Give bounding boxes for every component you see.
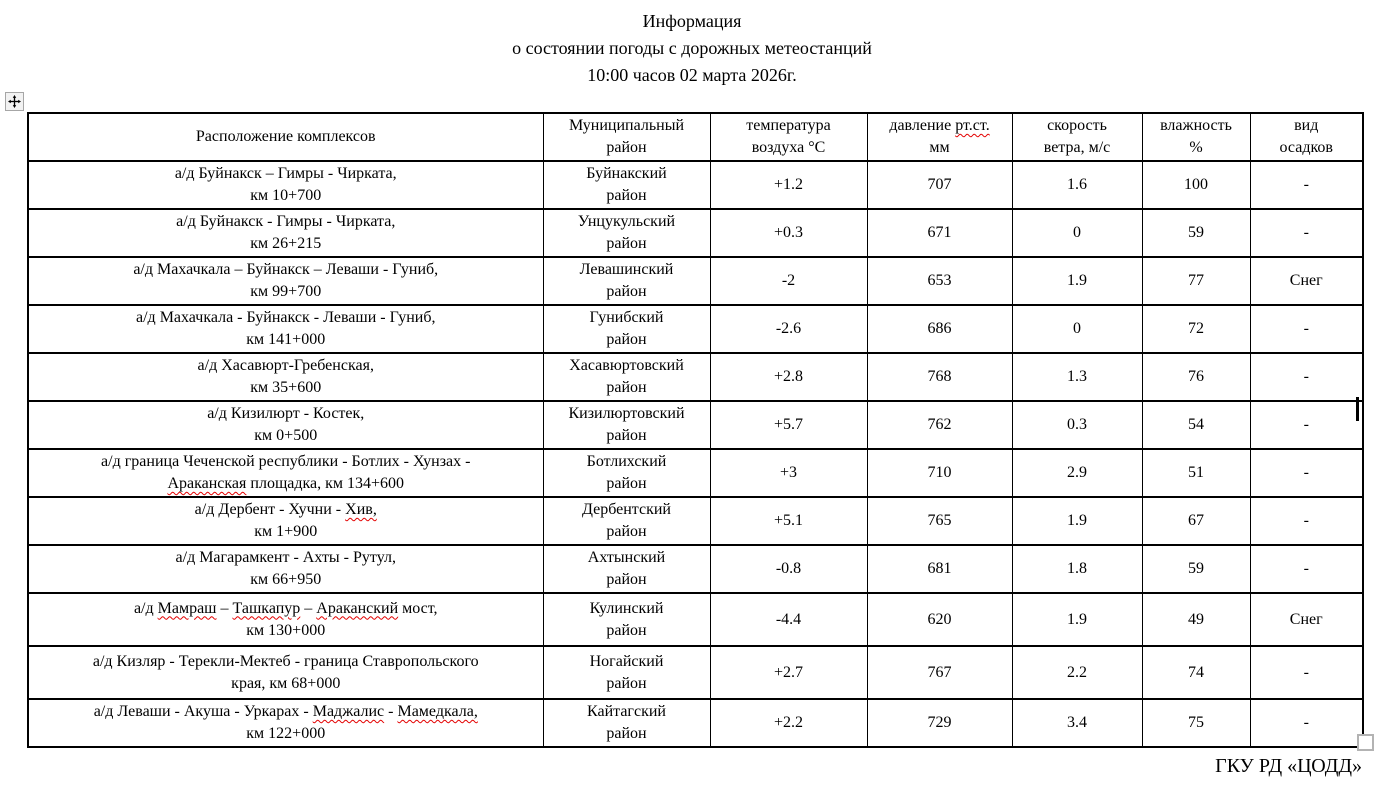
location-cell — [28, 401, 543, 449]
column-header-district — [543, 113, 710, 161]
text-segment: - — [384, 703, 398, 720]
text-segment: Ботлихский — [586, 453, 667, 470]
text-cursor — [1356, 397, 1359, 421]
temperature-cell: +0.3 — [710, 209, 867, 257]
temperature-cell: +2.7 — [710, 646, 867, 699]
precipitation-cell: - — [1250, 699, 1363, 747]
humidity-cell: 54 — [1142, 401, 1250, 449]
move-cross-icon — [8, 95, 21, 108]
title-line-3: 10:00 часов 02 марта 2026г. — [587, 65, 797, 85]
humidity-cell: 100 — [1142, 161, 1250, 209]
text-segment: район — [606, 475, 647, 492]
text-segment: Дербентский — [582, 501, 671, 518]
text-segment: мост, — [398, 599, 438, 617]
text-segment: температура — [746, 117, 831, 134]
temperature-cell: +2.2 — [710, 699, 867, 747]
misspelled-text: Араканская — [167, 475, 247, 492]
signature: ГКУ РД «ЦОДД» — [1215, 755, 1362, 777]
misspelled-text: Ташкапур — [232, 599, 301, 617]
page-title — [0, 8, 1384, 89]
pressure-cell: 681 — [867, 545, 1012, 593]
column-header-humidity — [1142, 113, 1250, 161]
text-segment: а/д Леваши - Акуша - Уркарах - — [93, 703, 313, 720]
text-segment: площадка, км 134+600 — [246, 475, 405, 492]
wind-speed-cell: 3.4 — [1012, 699, 1142, 747]
table-row — [28, 257, 1363, 305]
humidity-cell: 76 — [1142, 353, 1250, 401]
text-segment: влажность — [1160, 117, 1232, 134]
location-cell — [28, 305, 543, 353]
misspelled-text: Хив, — [345, 501, 377, 518]
text-segment: Ахтынский — [587, 549, 666, 566]
text-segment: а/д Дербент - Хучни - — [194, 501, 346, 518]
temperature-cell: -2.6 — [710, 305, 867, 353]
table-row — [28, 401, 1363, 449]
humidity-cell: 75 — [1142, 699, 1250, 747]
temperature-cell: +1.2 — [710, 161, 867, 209]
humidity-cell: 77 — [1142, 257, 1250, 305]
wind-speed-cell: 2.2 — [1012, 646, 1142, 699]
district-cell — [543, 449, 710, 497]
misspelled-text: рт.ст. — [955, 117, 990, 134]
wind-speed-cell: 1.8 — [1012, 545, 1142, 593]
column-header-location — [28, 113, 543, 161]
pressure-cell: 686 — [867, 305, 1012, 353]
precipitation-cell: - — [1250, 353, 1363, 401]
wind-speed-cell: 1.3 — [1012, 353, 1142, 401]
text-segment: а/д Хасавюрт-Гребенская, — [197, 357, 374, 374]
pressure-cell: 653 — [867, 257, 1012, 305]
location-cell — [28, 257, 543, 305]
text-segment: км 141+000 — [246, 331, 326, 348]
text-segment: Унцукульский — [577, 213, 676, 230]
location-cell — [28, 545, 543, 593]
text-segment: Кулинский — [589, 599, 664, 617]
temperature-cell: +2.8 — [710, 353, 867, 401]
text-segment: район — [606, 379, 647, 396]
text-segment: район — [606, 674, 647, 692]
pressure-cell: 671 — [867, 209, 1012, 257]
pressure-cell: 762 — [867, 401, 1012, 449]
precipitation-cell: - — [1250, 449, 1363, 497]
text-segment: Гунибский — [589, 309, 664, 326]
location-cell — [28, 593, 543, 646]
table-row — [28, 353, 1363, 401]
misspelled-text: Мамраш — [157, 599, 217, 617]
text-segment: район — [606, 621, 647, 639]
text-segment: а/д Кизляр - Терекли-Мектеб - граница Ставропольского — [92, 652, 479, 670]
text-segment: км 122+000 — [246, 725, 326, 742]
table-row — [28, 449, 1363, 497]
humidity-cell: 59 — [1142, 209, 1250, 257]
wind-speed-cell: 1.9 — [1012, 497, 1142, 545]
temperature-cell: +5.7 — [710, 401, 867, 449]
text-segment: км 99+700 — [250, 283, 322, 300]
table-row — [28, 699, 1363, 747]
table-row — [28, 497, 1363, 545]
precipitation-cell: - — [1250, 161, 1363, 209]
precipitation-cell: - — [1250, 401, 1363, 449]
table-row — [28, 593, 1363, 646]
table-row — [28, 161, 1363, 209]
text-segment: км 26+215 — [250, 235, 322, 252]
temperature-cell: +5.1 — [710, 497, 867, 545]
precipitation-cell: - — [1250, 209, 1363, 257]
location-cell — [28, 646, 543, 699]
temperature-cell: -4.4 — [710, 593, 867, 646]
district-cell — [543, 257, 710, 305]
pressure-cell: 767 — [867, 646, 1012, 699]
text-segment: Буйнакский — [586, 165, 667, 182]
text-segment: район — [606, 523, 647, 540]
text-segment: – — [300, 599, 317, 617]
text-segment: мм — [929, 139, 950, 156]
table-move-handle[interactable] — [5, 92, 24, 111]
district-cell — [543, 646, 710, 699]
humidity-cell: 72 — [1142, 305, 1250, 353]
text-segment: Хасавюртовский — [569, 357, 684, 374]
temperature-cell: +3 — [710, 449, 867, 497]
text-segment: км 10+700 — [250, 187, 322, 204]
text-segment: Левашинский — [579, 261, 674, 278]
text-segment: скорость — [1047, 117, 1107, 134]
humidity-cell: 51 — [1142, 449, 1250, 497]
text-segment: вид — [1294, 117, 1319, 134]
text-segment: а/д Магарамкент - Ахты - Рутул, — [175, 549, 396, 566]
location-cell — [28, 209, 543, 257]
text-segment: а/д — [133, 599, 158, 617]
text-segment: район — [606, 283, 647, 300]
text-segment: а/д Махачкала – Буйнакск – Леваши - Гуниб, — [133, 261, 439, 278]
table-row — [28, 545, 1363, 593]
text-segment: км 0+500 — [254, 427, 318, 444]
text-segment: км 35+600 — [250, 379, 322, 396]
district-cell — [543, 353, 710, 401]
text-segment: район — [606, 139, 647, 156]
column-header-wind_speed — [1012, 113, 1142, 161]
district-cell — [543, 161, 710, 209]
text-segment: Кайтагский — [587, 703, 666, 720]
column-header-precipitation — [1250, 113, 1363, 161]
location-cell — [28, 449, 543, 497]
misspelled-text: Маджалис — [312, 703, 385, 720]
table-resize-handle[interactable] — [1357, 734, 1374, 751]
wind-speed-cell: 0.3 — [1012, 401, 1142, 449]
text-segment: Муниципальный — [568, 117, 685, 134]
wind-speed-cell: 0 — [1012, 209, 1142, 257]
district-cell — [543, 593, 710, 646]
pressure-cell: 707 — [867, 161, 1012, 209]
temperature-cell: -2 — [710, 257, 867, 305]
column-header-temperature — [710, 113, 867, 161]
misspelled-text: Араканский — [316, 599, 399, 617]
text-segment: а/д Буйнакск - Гимры - Чирката, — [176, 213, 396, 230]
title-line-2: о состоянии погоды с дорожных метеостанций — [512, 38, 872, 58]
wind-speed-cell: 1.9 — [1012, 593, 1142, 646]
text-segment: Расположение комплексов — [195, 128, 376, 145]
table-row — [28, 305, 1363, 353]
humidity-cell: 74 — [1142, 646, 1250, 699]
text-segment: район — [606, 571, 647, 588]
weather-table — [27, 112, 1364, 748]
wind-speed-cell: 1.6 — [1012, 161, 1142, 209]
precipitation-cell: Снег — [1250, 593, 1363, 646]
district-cell — [543, 545, 710, 593]
precipitation-cell: - — [1250, 646, 1363, 699]
text-segment: осадков — [1279, 139, 1333, 156]
text-segment: район — [606, 725, 647, 742]
text-segment: а/д граница Чеченской республики - Ботлих - Хунзах - — [101, 453, 471, 470]
text-segment: воздуха °С — [751, 139, 826, 156]
humidity-cell: 59 — [1142, 545, 1250, 593]
wind-speed-cell: 2.9 — [1012, 449, 1142, 497]
district-cell — [543, 305, 710, 353]
precipitation-cell: - — [1250, 545, 1363, 593]
misspelled-text: Мамедкала, — [397, 703, 478, 720]
district-cell — [543, 401, 710, 449]
text-segment: Ногайский — [589, 652, 664, 670]
pressure-cell: 765 — [867, 497, 1012, 545]
title-line-1: Информация — [642, 11, 742, 31]
location-cell — [28, 161, 543, 209]
table-row — [28, 646, 1363, 699]
table-row — [28, 209, 1363, 257]
text-segment: Кизилюртовский — [568, 405, 685, 422]
text-segment: а/д Махачкала - Буйнакск - Леваши - Гуниб, — [136, 309, 436, 326]
pressure-cell: 768 — [867, 353, 1012, 401]
column-header-pressure — [867, 113, 1012, 161]
precipitation-cell: - — [1250, 305, 1363, 353]
district-cell — [543, 497, 710, 545]
text-segment: км 130+000 — [246, 621, 326, 639]
location-cell — [28, 353, 543, 401]
text-segment: район — [606, 331, 647, 348]
text-segment: ветра, м/с — [1043, 139, 1111, 156]
text-segment: – — [216, 599, 233, 617]
location-cell — [28, 699, 543, 747]
wind-speed-cell: 1.9 — [1012, 257, 1142, 305]
humidity-cell: 49 — [1142, 593, 1250, 646]
wind-speed-cell: 0 — [1012, 305, 1142, 353]
district-cell — [543, 699, 710, 747]
text-segment: район — [606, 427, 647, 444]
pressure-cell: 710 — [867, 449, 1012, 497]
text-segment: давление — [889, 117, 956, 134]
pressure-cell: 729 — [867, 699, 1012, 747]
text-segment: а/д Буйнакск – Гимры - Чирката, — [174, 165, 397, 182]
text-segment: км 1+900 — [254, 523, 318, 540]
text-segment: % — [1189, 139, 1203, 156]
text-segment: район — [606, 187, 647, 204]
humidity-cell: 67 — [1142, 497, 1250, 545]
pressure-cell: 620 — [867, 593, 1012, 646]
text-segment: км 66+950 — [250, 571, 322, 588]
precipitation-cell: Снег — [1250, 257, 1363, 305]
text-segment: а/д Кизилюрт - Костек, — [207, 405, 365, 422]
text-segment: края, км 68+000 — [231, 674, 341, 692]
table-header-row — [28, 113, 1363, 161]
precipitation-cell: - — [1250, 497, 1363, 545]
text-segment: район — [606, 235, 647, 252]
district-cell — [543, 209, 710, 257]
location-cell — [28, 497, 543, 545]
temperature-cell: -0.8 — [710, 545, 867, 593]
